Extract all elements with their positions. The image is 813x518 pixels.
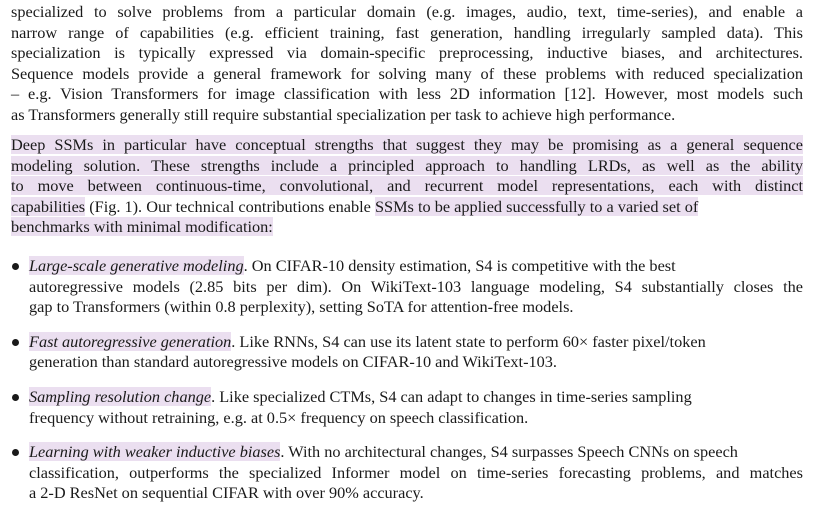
highlighted-text: SSMs to be applied successfully to a varied set of bbox=[374, 196, 699, 216]
list-item bbox=[11, 256, 803, 318]
plain-text: (Fig. 1). Our technical contributions enable bbox=[85, 196, 375, 216]
bullet-icon bbox=[12, 394, 19, 401]
list-item-line: classification, outperforms the specialized Informer model on time-series forecasting problems, and matches bbox=[29, 462, 803, 482]
item-text: . With no architectural changes, S4 surpasses Speech CNNs on speech bbox=[280, 442, 738, 462]
highlighted-text: to move between continuous-time, convolutional, and recurrent model representations, each with distinct bbox=[11, 176, 803, 196]
paragraph-2-line bbox=[11, 197, 803, 218]
paragraph-1-line: Sequence models provide a general framework for solving many of these problems with reduced specialization bbox=[11, 63, 803, 83]
paragraph-2-line bbox=[11, 156, 803, 177]
paragraph-1-line: specialization is typically expressed via domain-specific preprocessing, inductive biases, and architectures. bbox=[11, 43, 803, 63]
paragraph-1-line: as Transformers generally still require substantial specialization per task to achieve high performance. bbox=[11, 104, 676, 124]
item-term: Fast autoregressive generation bbox=[29, 331, 232, 351]
list-item-line: frequency without retraining, e.g. at 0.5× frequency on speech classification. bbox=[29, 407, 529, 427]
item-term: Learning with weaker inductive biases bbox=[29, 442, 281, 462]
paragraph-1-line: specialized to solve problems from a particular domain (e.g. images, audio, text, time-series), and enable a bbox=[11, 2, 803, 21]
highlighted-text: capabilities bbox=[11, 196, 86, 216]
item-text: . Like RNNs, S4 can use its latent state to perform 60× faster pixel/token bbox=[231, 331, 706, 351]
paragraph-2 bbox=[11, 135, 803, 238]
list-item-line bbox=[29, 256, 803, 277]
list-item-line: gap to Transformers (within 0.8 perplexity), setting SoTA for attention-free models. bbox=[29, 297, 574, 317]
item-term: Large-scale generative modeling bbox=[29, 256, 244, 275]
bullet-icon bbox=[12, 263, 19, 270]
item-term: Sampling resolution change bbox=[29, 386, 212, 406]
list-item bbox=[11, 332, 803, 373]
item-text: . On CIFAR-10 density estimation, S4 is competitive with the best bbox=[243, 256, 676, 275]
paragraph-1-line: narrow range of capabilities (e.g. efficient training, fast generation, handling irregularly sampled data). This bbox=[11, 22, 803, 42]
list-item-line bbox=[29, 387, 803, 408]
highlighted-text: modeling solution. These strengths include a principled approach to handling LRDs, as well as the ability bbox=[11, 155, 803, 175]
paragraph-2-line bbox=[11, 217, 803, 238]
list-item-line: autoregressive models (2.85 bits per dim). On WikiText-103 language modeling, S4 substantially closes the bbox=[29, 276, 803, 296]
list-item-line: a 2-D ResNet on sequential CIFAR with over 90% accuracy. bbox=[29, 483, 424, 503]
highlighted-text: benchmarks with minimal modification: bbox=[11, 217, 273, 237]
list-item-line bbox=[29, 442, 803, 463]
item-text: . Like specialized CTMs, S4 can adapt to changes in time-series sampling bbox=[211, 386, 692, 406]
list-item-line bbox=[29, 332, 803, 353]
paragraph-2-line bbox=[11, 176, 803, 197]
bullet-icon bbox=[12, 339, 19, 346]
contributions-list bbox=[11, 256, 803, 518]
paragraph-1-line: – e.g. Vision Transformers for image classification with less 2D information [12]. However, most models such bbox=[11, 84, 803, 104]
list-item bbox=[11, 387, 803, 428]
list-item bbox=[11, 442, 803, 504]
highlighted-text: Deep SSMs in particular have conceptual strengths that suggest they may be promising as a general sequence bbox=[11, 135, 803, 154]
bullet-icon bbox=[12, 449, 19, 456]
list-item-line: generation than standard autoregressive models on CIFAR-10 and WikiText-103. bbox=[29, 352, 557, 372]
paragraph-2-line bbox=[11, 135, 803, 156]
paragraph-1 bbox=[11, 2, 803, 126]
